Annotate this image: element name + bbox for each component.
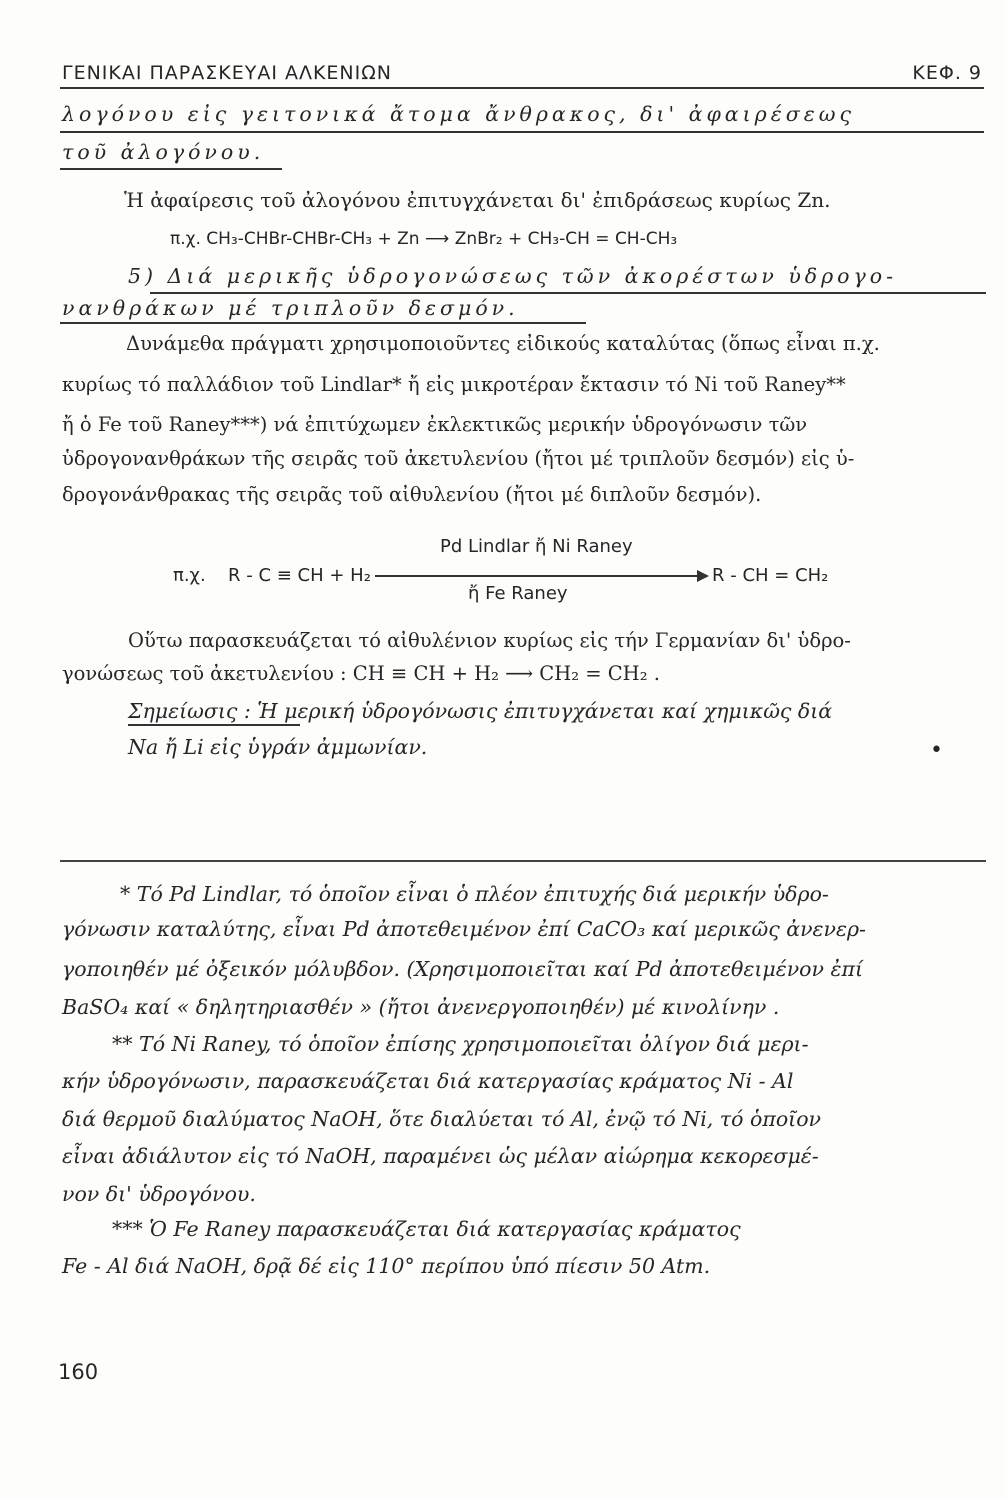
heading-underline: [60, 131, 984, 133]
note-underline: [128, 724, 300, 726]
formula-line: π.χ. CH₃-CHBr-CHBr-CH₃ + Zn ⟶ ZnBr₂ + CH₃-CH = CH-CH₃: [170, 229, 678, 249]
footnote-line: * Τό Pd Lindlar, τό ὁποῖον εἶναι ὁ πλέον ἐπιτυχής διά μερικήν ὑδρο-: [120, 882, 829, 906]
heading-underline: [60, 322, 586, 324]
reaction-reactants: R - C ≡ CH + H₂: [228, 565, 371, 586]
page-number: 160: [58, 1360, 99, 1384]
footnote-line: εἶναι ἀδιάλυτον εἰς τό NaOH, παραμένει ὡς μέλαν αἰώρημα κεκορεσμέ-: [62, 1144, 819, 1168]
body-line: Οὕτω παρασκευάζεται τό αἰθυλένιον κυρίως εἰς τήν Γερμανίαν δι' ὑδρο-: [128, 629, 851, 652]
note-line: Σημείωσις : Ἡ μερική ὑδρογόνωσις ἐπιτυγχάνεται καί χημικῶς διά: [128, 699, 833, 723]
body-line: δρογονάνθρακας τῆς σειρᾶς τοῦ αἰθυλενίου (ἤτοι μέ διπλοῦν δεσμόν).: [62, 483, 762, 506]
body-line: Ἡ ἀφαίρεσις τοῦ ἀλογόνου ἐπιτυγχάνεται δι' ἐπιδράσεως κυρίως Zn.: [124, 188, 831, 212]
footnote-separator: [60, 860, 986, 862]
body-line: ὑδρογονανθράκων τῆς σειρᾶς τοῦ ἀκετυλενίου (ἤτοι μέ τριπλοῦν δεσμόν) εἰς ὑ-: [62, 447, 855, 470]
footnote-line: κήν ὑδρογόνωσιν, παρασκευάζεται διά κατεργασίας κράματος Ni - Al: [62, 1069, 794, 1093]
running-header: [62, 62, 982, 84]
reaction-prefix: π.χ.: [173, 565, 206, 586]
body-line: ἤ ὁ Fe τοῦ Raney***) νά ἐπιτύχωμεν ἐκλεκτικῶς μερικήν ὑδρογόνωσιν τῶν: [62, 413, 808, 436]
reaction-arrow: [375, 575, 705, 577]
footnote-line: BaSO₄ καί « δηλητηριασθέν » (ἤτοι ἀνενεργοποιηθέν) μέ κινολίνην .: [62, 995, 780, 1019]
header-title: ΓΕΝΙΚΑΙ ΠΑΡΑΣΚΕΥΑΙ ΑΛΚΕΝΙΩΝ: [62, 62, 392, 84]
footnote-line: Fe - Al διά NaOH, δρᾷ δέ εἰς 110° περίπου ὑπό πίεσιν 50 Atm.: [62, 1254, 711, 1278]
footnote-line: *** Ὁ Fe Raney παρασκευάζεται διά κατεργασίας κράματος: [112, 1217, 741, 1241]
footnote-line: γοποιηθέν μέ ὀξεικόν μόλυβδον. (Χρησιμοποιεῖται καί Pd ἀποτεθειμένον ἐπί: [62, 957, 864, 981]
footnote-line: νον δι' ὑδρογόνου.: [62, 1182, 256, 1206]
body-line: τοῦ ἀλογόνου.: [62, 140, 265, 164]
page-dot: •: [930, 738, 943, 763]
footnote-line: ** Τό Ni Raney, τό ὁποῖον ἐπίσης χρησιμοποιεῖται ὀλίγον διά μερι-: [112, 1032, 809, 1056]
header-rule: [60, 87, 984, 89]
body-line: κυρίως τό παλλάδιον τοῦ Lindlar* ἤ εἰς μικροτέραν ἔκτασιν τό Ni τοῦ Raney**: [62, 373, 846, 396]
reaction-catalyst-above: Pd Lindlar ἤ Ni Raney: [440, 536, 633, 557]
footnote-line: γόνωσιν καταλύτης, εἶναι Pd ἀποτεθειμένον ἐπί CaCO₃ καί μερικῶς ἀνενερ-: [62, 917, 866, 941]
chapter-label: ΚΕΦ. 9: [912, 62, 982, 84]
reaction-product: R - CH = CH₂: [712, 565, 829, 586]
heading-underline: [60, 168, 282, 170]
footnote-line: διά θερμοῦ διαλύματος NaOH, ὅτε διαλύεται τό Al, ἐνῷ τό Ni, τό ὁποῖον: [62, 1107, 822, 1131]
body-line: Δυνάμεθα πράγματι χρησιμοποιοῦντες εἰδικούς καταλύτας (ὅπως εἶναι π.χ.: [126, 332, 880, 355]
section-heading: 5) Διά μερικῆς ὑδρογονώσεως τῶν ἀκορέστων ὑδρογο-: [128, 264, 898, 288]
section-heading: νανθράκων μέ τριπλοῦν δεσμόν.: [62, 296, 519, 320]
note-line: Na ἤ Li εἰς ὑγράν ἀμμωνίαν.: [128, 735, 428, 759]
body-line: γονώσεως τοῦ ἀκετυλενίου : CH ≡ CH + H₂ ⟶ CH₂ = CH₂ .: [62, 662, 660, 685]
body-line: λογόνου εἰς γειτονικά ἄτομα ἄνθρακος, δι' ἀφαιρέσεως: [62, 102, 855, 126]
reaction-catalyst-below: ἤ Fe Raney: [468, 583, 568, 604]
